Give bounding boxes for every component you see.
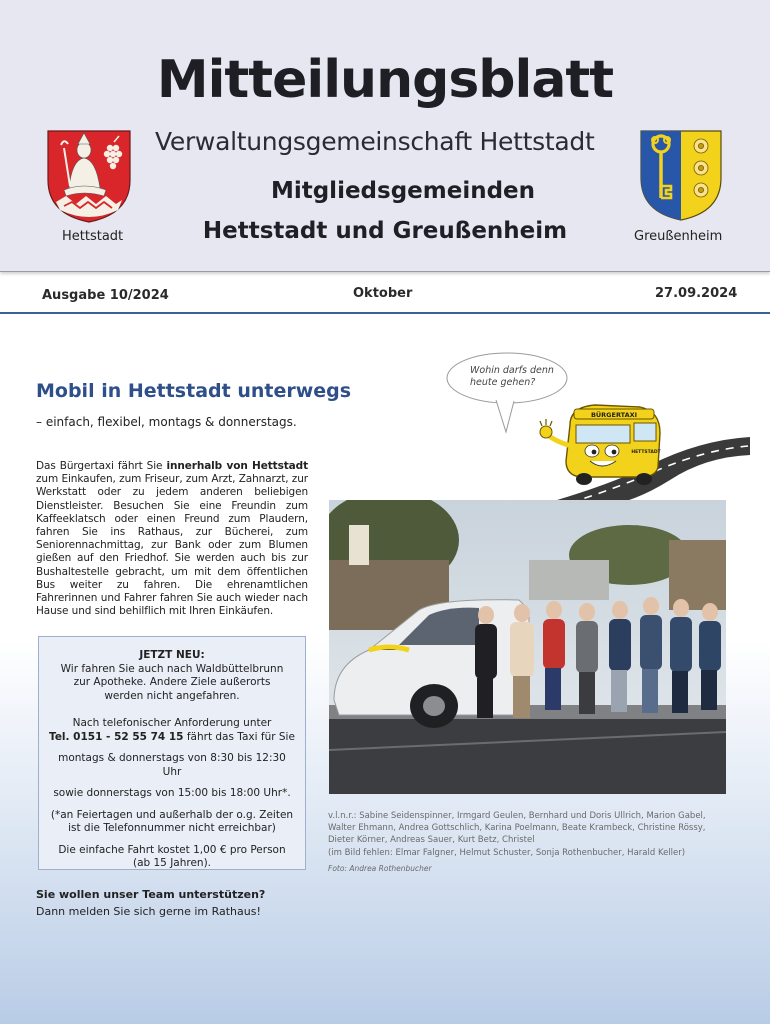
info-box-line: (ab 15 Jahren). bbox=[132, 857, 212, 869]
crest-label-greussenheim: Greußenheim bbox=[634, 229, 723, 244]
issue-date: 27.09.2024 bbox=[655, 286, 738, 301]
volunteer-question: Sie wollen unser Team unterstützen? bbox=[36, 888, 266, 901]
volunteer-call-to-action: Dann melden Sie sich gerne im Rathaus! bbox=[36, 905, 261, 918]
info-box-line: Nach telefonischer Anforderung unter bbox=[72, 717, 272, 729]
article-body bbox=[36, 460, 308, 618]
member-communities-names: Hettstadt und Greußenheim bbox=[202, 218, 568, 244]
issue-month: Oktober bbox=[353, 286, 413, 301]
info-box-hours-thu: sowie donnerstags von 15:00 bis 18:00 Uhr*. bbox=[53, 787, 291, 799]
taxi-sign-text: BÜRGERTAXI bbox=[590, 411, 638, 419]
info-box-line: zur Apotheke. Andere Ziele außerorts bbox=[73, 676, 271, 688]
article-tagline: – einfach, flexibel, montags & donnerstags. bbox=[36, 415, 297, 429]
info-box-price: Die einfache Fahrt kostet 1,00 € pro Person bbox=[58, 843, 286, 856]
hettstadt-crest-icon bbox=[44, 128, 134, 224]
masthead-header bbox=[0, 0, 770, 272]
info-box-heading: JETZT NEU: bbox=[139, 649, 205, 661]
service-info-box bbox=[38, 636, 306, 870]
info-box-line: ist die Telefonnummer nicht erreichbar) bbox=[68, 822, 276, 834]
article-headline: Mobil in Hettstadt unterwegs bbox=[36, 380, 352, 402]
info-box-line: Wir fahren Sie auch nach Waldbüttelbrunn bbox=[60, 662, 284, 675]
info-box-hours-mon-thu: montags & donnerstags von 8:30 bis 12:30 Uhr bbox=[58, 752, 286, 778]
crest-label-hettstadt: Hettstadt bbox=[62, 229, 124, 244]
greussenheim-crest-icon bbox=[638, 128, 724, 222]
info-box-line: fährt das Taxi für Sie bbox=[183, 730, 295, 743]
issue-info-bar bbox=[0, 280, 770, 314]
team-group-photo bbox=[329, 500, 726, 794]
masthead-subtitle: Verwaltungsgemeinschaft Hettstadt bbox=[155, 127, 595, 156]
caption-line: v.l.n.r.: Sabine Seidenspinner, Irmgard Geulen, Bernhard und Doris Ullrich, Marion Gabel, bbox=[328, 811, 706, 821]
info-box-phone-line bbox=[49, 731, 295, 745]
photo-credit: Foto: Andrea Rothenbucher bbox=[328, 864, 432, 873]
issue-number: Ausgabe 10/2024 bbox=[42, 288, 169, 303]
article-body-intro: Das Bürgertaxi fährt Sie bbox=[36, 460, 167, 472]
photo-caption bbox=[328, 810, 728, 859]
member-communities-heading: Mitgliedsgemeinden bbox=[270, 178, 536, 204]
masthead-title: Mitteilungsblatt bbox=[156, 50, 614, 110]
buergertaxi-cartoon-icon bbox=[500, 395, 750, 505]
caption-line: Walter Ehmann, Andrea Gottschlich, Karina Poelmann, Beate Krambeck, Christine Rössy, bbox=[328, 823, 706, 834]
info-box-line: (*an Feiertagen und außerhalb der o.g. Zeiten bbox=[50, 808, 294, 821]
taxi-side-text: HETTSTADT bbox=[631, 450, 661, 455]
caption-line: (im Bild fehlen: Elmar Falgner, Helmut Schuster, Sonja Rothenbucher, Harald Keller) bbox=[328, 847, 686, 858]
phone-number: Tel. 0151 - 52 55 74 15 bbox=[49, 730, 184, 743]
article-body-rest: zum Einkaufen, zum Friseur, zum Arzt, Zahnarzt, zur Werkstatt oder zu jedem anderen beliebigen Dienstleister. Besuchen Sie eine Freundin zum Kaffeeklatsch oder einen Freund zum Plaudern, fahren Sie ins Rathaus, zur Bücherei, zum Seniorennachmittag, zur Bank oder zum Blumen gießen auf den Friedhof. Sie werden auch bis zur Bushaltestelle gebracht, um mit dem öffentlichen Bus weiter zu fahren. Die ehrenamtlichen Fahrerinnen und Fahrer fahren Sie auch wieder nach Hause und sind behilflich mit Ihren Einkäufen. bbox=[36, 473, 308, 618]
article-body-emphasis: innerhalb von Hettstadt bbox=[166, 460, 308, 472]
speech-bubble-text: Wohin darfs denn heute gehen? bbox=[470, 365, 554, 388]
caption-line: Dieter Körner, Andreas Sauer, Kurt Betz, Christel bbox=[328, 835, 535, 846]
info-box-line: werden nicht angefahren. bbox=[104, 689, 240, 702]
